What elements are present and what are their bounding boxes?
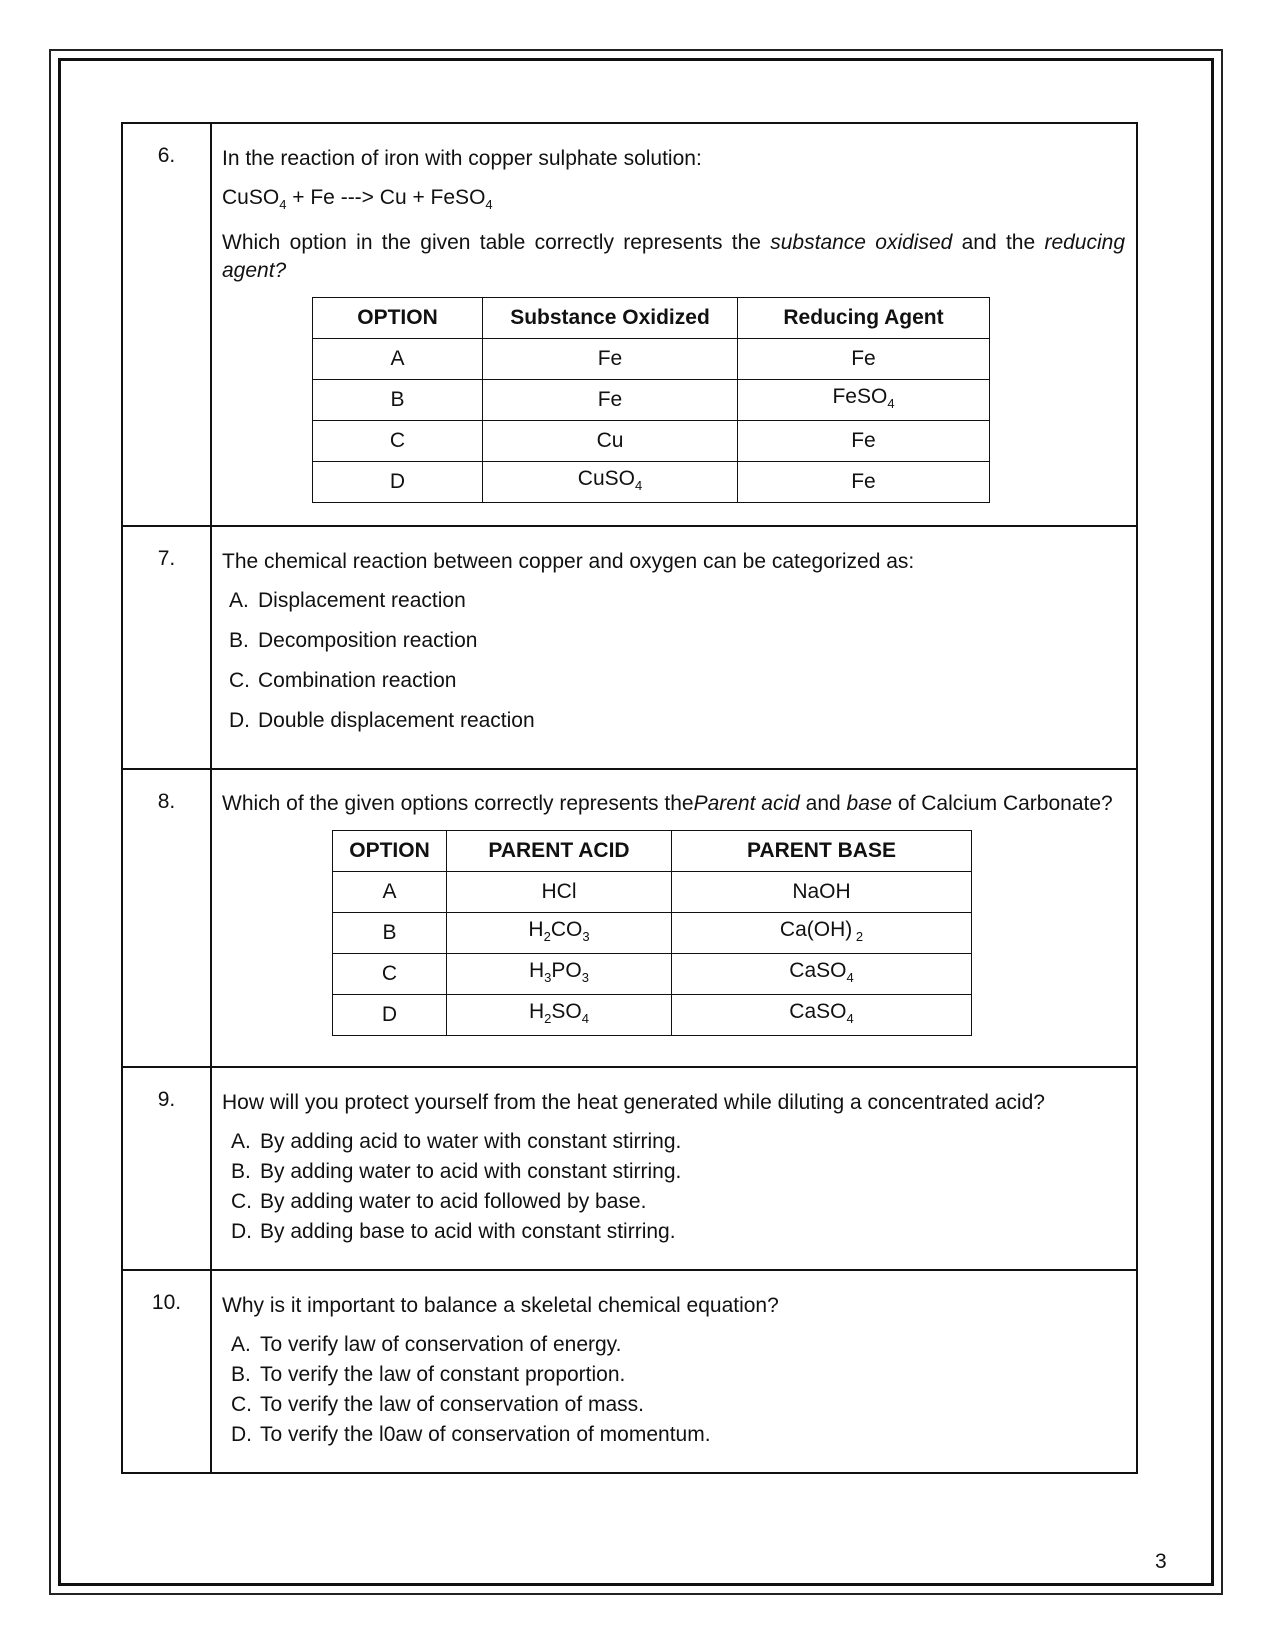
reducing-agent-cell: FeSO$_4$ [738,380,990,421]
substance-oxidized-cell: Fe [483,380,738,421]
question-body [211,1270,1137,1473]
list-item: A. By adding acid to water with constant stirring. [231,1130,682,1154]
table-row [313,380,990,421]
reducing-agent-cell: Fe [738,339,990,380]
list-item: A. Displacement reaction [229,589,466,613]
list-item: D. By adding base to acid with constant stirring. [231,1220,676,1244]
option-cell: D [333,995,447,1036]
reaction-equation: CuSO$_4$ + Fe ---> Cu + FeSO$_4$ [222,186,493,213]
question-table [121,122,1138,1474]
question-stem: Which option in the given table correctly represents the substance oxidised and the reducing agent? [222,231,1126,283]
column-header: PARENT BASE [672,831,972,872]
list-item: C. To verify the law of conservation of mass. [231,1393,644,1417]
question-text: In the reaction of iron with copper sulphate solution: [222,147,702,170]
options-table [312,297,990,503]
question-number: 7. [122,526,211,769]
table-row [333,872,972,913]
options-table [332,830,972,1036]
question-text: The chemical reaction between copper and oxygen can be categorized as: [222,550,915,574]
list-item: C. By adding water to acid followed by base. [231,1190,647,1214]
question-6 [122,123,1137,526]
parent-base-cell: Ca(OH) $_2$ [672,913,972,954]
question-number: 8. [122,769,211,1067]
parent-acid-cell: $H_2CO_3$ [447,913,672,954]
question-text: How will you protect yourself from the heat generated while diluting a concentrated acid? [222,1091,1045,1115]
options-list [222,586,1125,736]
options-list [222,1127,1125,1247]
options-table-header [333,831,972,872]
option-cell: B [313,380,483,421]
column-header: OPTION [333,831,447,872]
list-item: C. Combination reaction [229,669,457,693]
table-row [313,421,990,462]
table-row [313,462,990,503]
column-header: Substance Oxidized [483,298,738,339]
parent-acid-cell: HCl [447,872,672,913]
table-row [333,954,972,995]
question-8 [122,769,1137,1067]
reducing-agent-cell: Fe [738,462,990,503]
options-list [222,1330,1125,1450]
question-body [211,526,1137,769]
list-item: D. To verify the l0aw of conservation of momentum. [231,1423,711,1447]
list-item: B. Decomposition reaction [229,629,478,653]
question-number: 10. [122,1270,211,1473]
list-item: D. Double displacement reaction [229,709,535,733]
substance-oxidized-cell: CuSO$_4$ [483,462,738,503]
option-cell: C [333,954,447,995]
parent-acid-cell: $H_2SO_4$ [447,995,672,1036]
question-number: 9. [122,1067,211,1270]
list-item: B. By adding water to acid with constant stirring. [231,1160,682,1184]
question-9 [122,1067,1137,1270]
question-number: 6. [122,123,211,526]
column-header: OPTION [313,298,483,339]
option-cell: D [313,462,483,503]
substance-oxidized-cell: Fe [483,339,738,380]
page-number: 3 [1155,1550,1167,1573]
question-body [211,769,1137,1067]
option-cell: B [333,913,447,954]
list-item: B. To verify the law of constant proportion. [231,1363,626,1387]
options-table-header [313,298,990,339]
table-row [333,995,972,1036]
parent-base-cell: CaSO$_4$ [672,954,972,995]
question-10 [122,1270,1137,1473]
table-row [313,339,990,380]
parent-acid-cell: $H_3PO_3$ [447,954,672,995]
column-header: Reducing Agent [738,298,990,339]
question-stem: Which of the given options correctly represents theParent acid and base of Calcium Carbonate? [222,792,1113,816]
option-cell: C [313,421,483,462]
question-7 [122,526,1137,769]
option-cell: A [313,339,483,380]
parent-base-cell: NaOH [672,872,972,913]
list-item: A. To verify law of conservation of energy. [231,1333,622,1357]
question-body [211,123,1137,526]
substance-oxidized-cell: Cu [483,421,738,462]
question-text: Why is it important to balance a skeletal chemical equation? [222,1294,779,1318]
table-row [333,913,972,954]
parent-base-cell: CaSO$_4$ [672,995,972,1036]
option-cell: A [333,872,447,913]
reducing-agent-cell: Fe [738,421,990,462]
column-header: PARENT ACID [447,831,672,872]
question-body [211,1067,1137,1270]
